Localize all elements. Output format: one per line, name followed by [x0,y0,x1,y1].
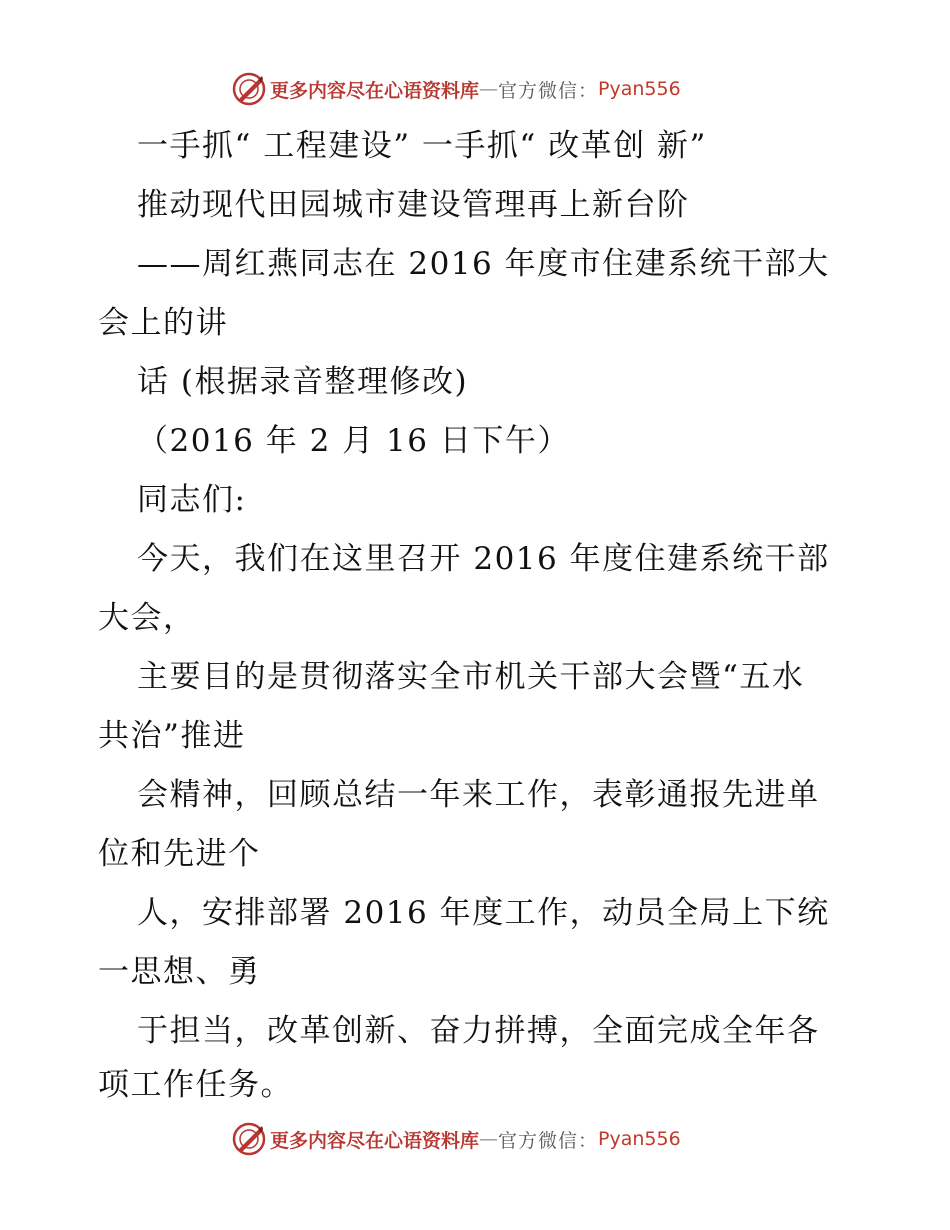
document-line: 于担当，改革创新、奋力拼搏，全面完成全年各 [137,1013,820,1049]
document-line: 大会， [98,600,196,636]
document-line: 一思想、勇 [98,954,261,990]
watermark-text: 更多内容尽在心语资料库 [270,1129,480,1152]
document-line: 今天，我们在这里召开 2016 年度住建系统干部 [137,541,830,577]
document-line: 主要目的是贯彻落实全市机关干部大会暨“五水 [137,659,805,695]
logo-icon [232,1122,266,1156]
document-line: 推动现代田园城市建设管理再上新台阶 [137,187,690,223]
document-line: 项工作任务。 [98,1067,293,1103]
document-line: 人，安排部署 2016 年度工作，动员全局上下统 [137,895,830,931]
watermark-id: Pyan556 [598,78,681,100]
document-line: 会上的讲 [98,305,228,341]
document-line: ——周红燕同志在 2016 年度市住建系统干部大 [137,246,830,282]
document-line: 共治”推进 [98,718,246,754]
document-line: 同志们: [137,482,247,518]
watermark-dash: — [479,1128,499,1150]
watermark-brand: 官方微信： [498,1129,599,1152]
document-line: 话 (根据录音整理修改) [137,364,469,400]
watermark-dash: — [479,78,499,100]
document-line: 位和先进个 [98,836,261,872]
watermark-text: 更多内容尽在心语资料库 [270,79,480,102]
watermark-brand: 官方微信： [498,79,599,102]
document-line: （2016 年 2 月 16 日下午） [137,423,570,459]
watermark-id: Pyan556 [598,1128,681,1150]
document-line: 会精神，回顾总结一年来工作，表彰通报先进单 [137,777,820,813]
document-line: 一手抓“ 工程建设” 一手抓“ 改革创 新” [137,128,707,164]
footer-watermark [232,1122,681,1156]
